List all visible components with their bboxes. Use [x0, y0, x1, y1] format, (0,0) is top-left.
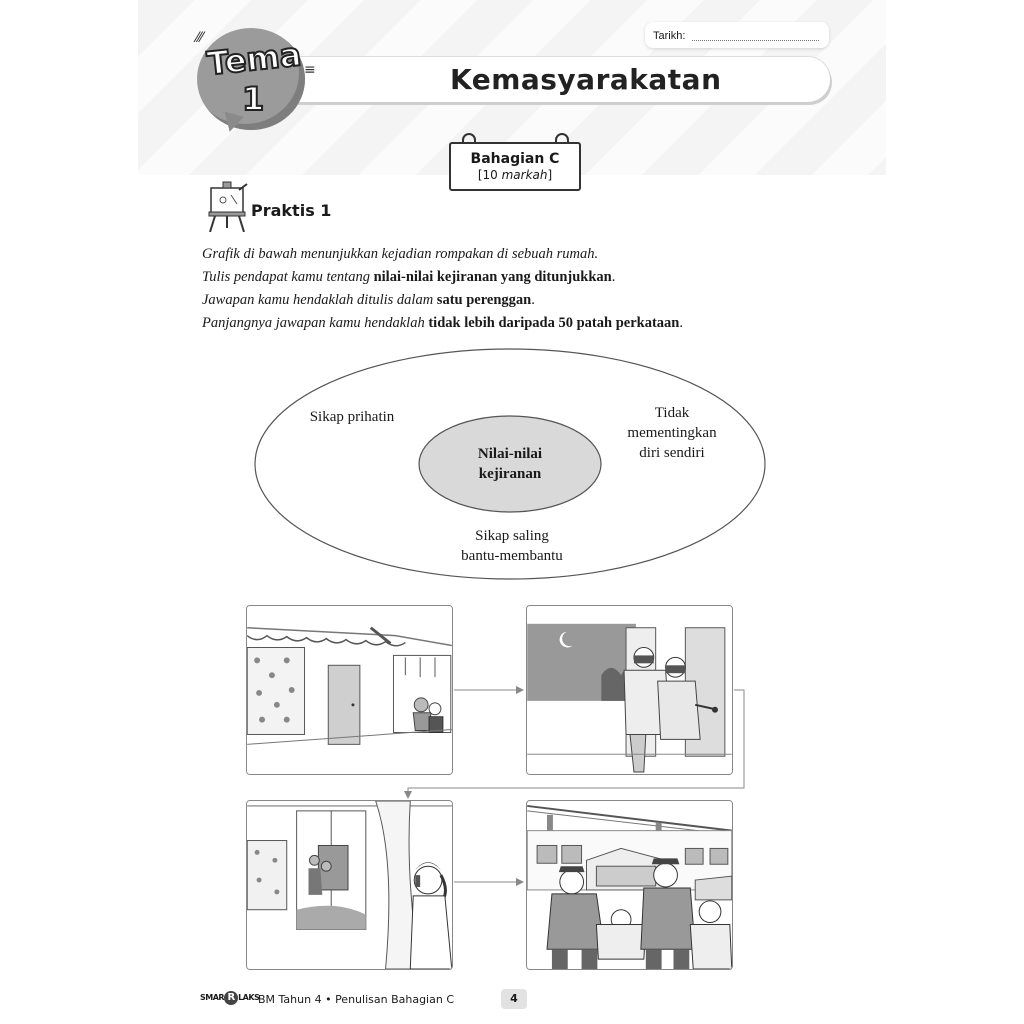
section-name: Bahagian C	[470, 151, 560, 167]
instruction-line: Grafik di bawah menunjukkan kejadian rompakan di sebuah rumah.	[202, 246, 599, 262]
diagram-right: Tidak mementingkan diri sendiri	[627, 405, 717, 461]
publisher-logo: SMAR R LAKS	[200, 992, 260, 1003]
instruction-line: Tulis pendapat kamu tentang nilai-nilai kejiranan yang ditunjukkan.	[202, 269, 616, 285]
speech-bubble-icon	[197, 28, 305, 130]
page-number: 4	[501, 989, 527, 1009]
practice-label: Praktis 1	[251, 201, 332, 220]
tema-word: Tema	[205, 35, 303, 83]
comic-panel-house	[246, 605, 453, 775]
section-box	[449, 142, 581, 191]
diagram-bottom: Sikap saling bantu-membantu	[461, 528, 563, 564]
instruction-line: Panjangnya jawapan kamu hendaklah tidak lebih daripada 50 patah perkataan.	[202, 315, 683, 331]
title-bar	[250, 57, 830, 102]
date-label: Tarikh:	[653, 30, 686, 42]
page-title: Kemasyarakatan	[450, 63, 722, 96]
page-footer	[200, 990, 800, 1010]
book-title: BM Tahun 4 • Penulisan Bahagian C	[258, 993, 454, 1006]
spark-icon: ⁄⁄⁄	[196, 30, 204, 46]
diagram-center: Nilai-nilai kejiranan	[477, 446, 543, 482]
diagram-left: Sikap prihatin	[309, 409, 395, 425]
neighbourhood-values-diagram	[252, 348, 768, 584]
section-marks: [10 markah]	[477, 168, 553, 182]
date-line	[692, 40, 819, 41]
comic-panel-witness	[246, 800, 453, 970]
spark-icon: ≡	[304, 62, 316, 78]
instruction-line: Jawapan kamu hendaklah ditulis dalam satu perenggan.	[202, 292, 535, 308]
instructions	[202, 243, 842, 335]
easel-icon	[205, 180, 249, 232]
comic-panel-robbers	[526, 605, 733, 775]
tema-number: 1	[242, 80, 265, 118]
comic-panel-police	[526, 800, 733, 970]
date-field[interactable]	[645, 22, 829, 48]
